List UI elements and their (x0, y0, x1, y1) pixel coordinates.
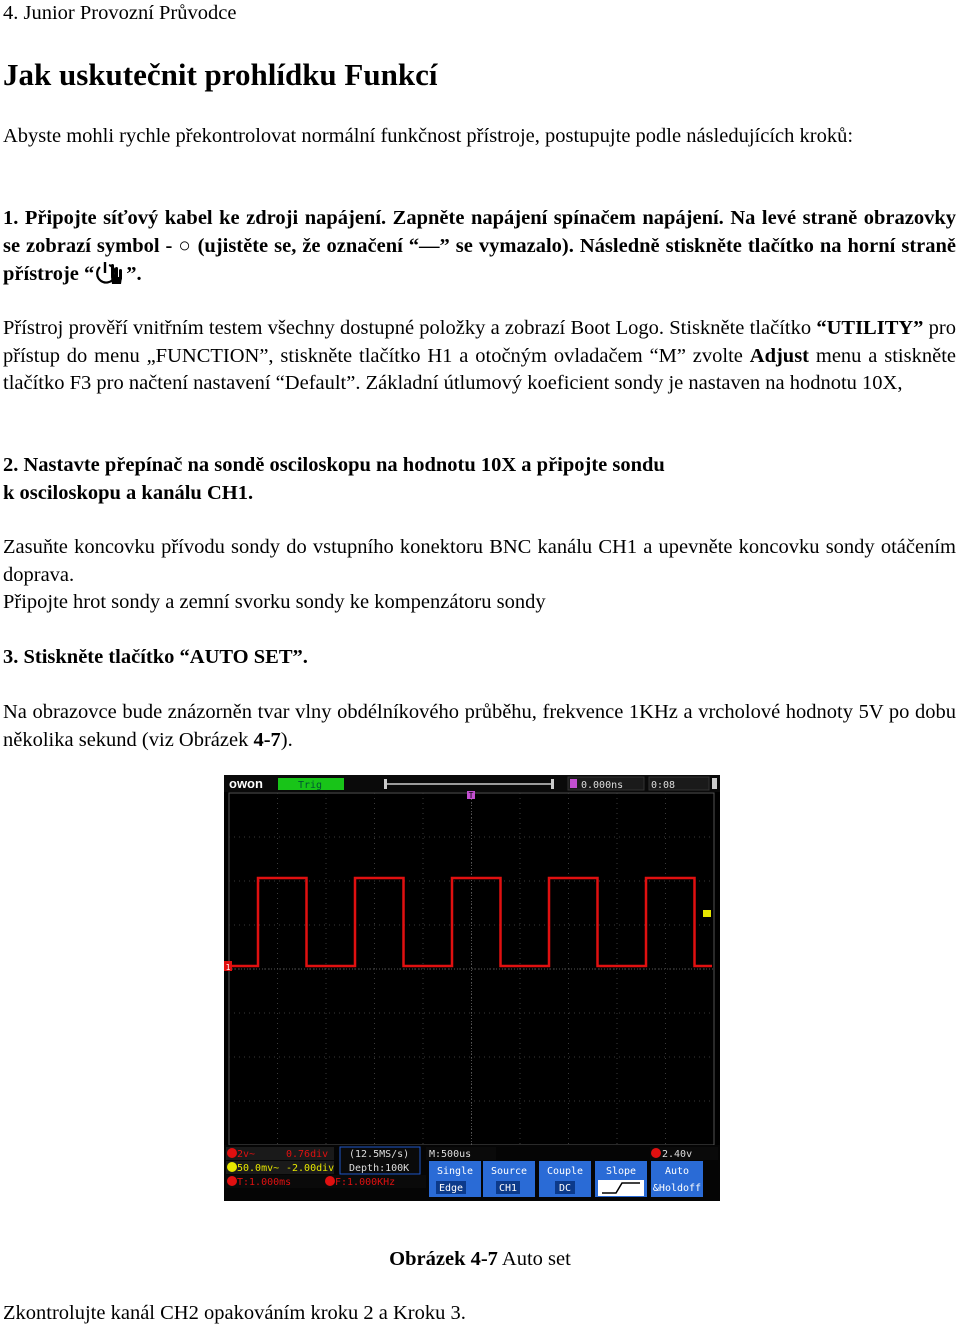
power-hand-icon (94, 260, 126, 286)
trig-level: 2.40v (662, 1149, 693, 1160)
footer-paragraph: Zkontrolujte kanál CH2 opakováním kroku 2 a Kroku 3. (3, 1302, 466, 1324)
svg-text:CH1: CH1 (498, 1183, 518, 1194)
clock: 0:08 (651, 780, 676, 791)
adjust-label: Adjust (749, 344, 810, 367)
step1-text-c: ”. (126, 263, 142, 285)
svg-text:Source: Source (490, 1166, 528, 1177)
ch1-marker (224, 961, 232, 972)
svg-text:T: T (468, 791, 474, 800)
menu-couple-dc[interactable] (539, 1161, 591, 1197)
frequency: F:1.000KHz (335, 1177, 396, 1188)
ch1-scale: 2v~ (237, 1149, 256, 1160)
svg-text:Slope: Slope (605, 1166, 637, 1177)
boot-text-b: pro přístup do menu „FUNCTION”, stiskněte tlačítko H1 a otočným ovladačem “M” zvolte (3, 317, 957, 367)
figure-caption (0, 1246, 960, 1273)
probe-paragraph: Zasuňte koncovku přívodu sondy do vstupního konektoru BNC kanálu CH1 a upevněte koncovku sondy otáčením doprava. (3, 536, 956, 586)
step2-heading (3, 452, 956, 507)
menu-single-edge[interactable] (429, 1161, 481, 1197)
oscilloscope-screen (224, 775, 720, 1201)
depth: Depth:100K (349, 1163, 410, 1174)
boot-text-a: Přístroj prověří vnitřním testem všechny dostupné položky a zobrazí Boot Logo. Stiskněte tlačítko (3, 317, 817, 339)
time-offset: 0.000ns (581, 780, 624, 791)
caption-text: Auto set (497, 1248, 571, 1270)
step3-heading: 3. Stiskněte tlačítko “AUTO SET”. (3, 646, 308, 668)
probe-compensator-paragraph: Připojte hrot sondy a zemní svorku sondy ke kompenzátoru sondy (3, 591, 546, 613)
menu-source-ch1[interactable] (483, 1161, 535, 1197)
step1-text-b: ” se vymazalo). Následně stiskněte tlačítko na horní straně přístroje “ (3, 234, 956, 285)
figure-ref: 4-7 (253, 728, 281, 751)
intro-paragraph: Abyste mohli rychle překontrolovat normální funkčnost přístroje, postupujte podle následujících kroků: (3, 125, 854, 147)
ch2-scale: 50.0mv~ (237, 1163, 280, 1174)
chapter-header: 4. Junior Provozní Průvodce (3, 2, 237, 24)
step1-paragraph (3, 205, 956, 289)
svg-text:Auto: Auto (664, 1166, 690, 1177)
timebase: M:500us (429, 1149, 472, 1160)
utility-label: “UTILITY” (816, 317, 924, 339)
ch2-offset: -2.00div (286, 1163, 335, 1174)
menu-slope[interactable] (595, 1161, 647, 1197)
svg-text:Edge: Edge (438, 1183, 464, 1194)
waveform-text-a: Na obrazovce bude znázorněn tvar vlny obdélníkového průběhu, frekvence 1KHz a vrcholové hodnoty 5V po dobu několika sekund (viz Obrázek (3, 701, 956, 751)
waveform-text-b: ). (280, 728, 293, 751)
svg-text:DC: DC (558, 1183, 572, 1194)
owon-logo: owon (229, 776, 263, 791)
step2-line1: 2. Nastavte přepínač na sondě osciloskopu na hodnotu 10X a připojte sondu (3, 454, 665, 476)
boot-text-c: menu a stiskněte tlačítko F3 pro načtení nastavení “Default”. Základní útlumový koeficient sondy je nastaven na hodnotu 10X, (3, 344, 956, 394)
boot-paragraph (3, 315, 956, 398)
step1-text-a: 1. Připojte síťový kabel ke zdroji napájení. Zapněte napájení spínačem napájení. Na levé straně obrazovky se zobrazí symbol - ○ (ujistěte se, že označení “ (3, 207, 956, 257)
ch1-offset: 0.76div (286, 1149, 329, 1160)
period: T:1.000ms (237, 1177, 292, 1188)
step1-dash: — (419, 234, 440, 257)
svg-text:Couple: Couple (546, 1166, 584, 1177)
sample-rate: (12.5MS/s) (349, 1149, 410, 1160)
svg-text:1: 1 (225, 963, 231, 972)
waveform-paragraph (3, 699, 956, 754)
caption-label: Obrázek 4-7 (389, 1248, 498, 1270)
menu-auto-holdoff[interactable] (651, 1161, 703, 1197)
svg-text:&Holdoff: &Holdoff (652, 1183, 702, 1194)
step2-line2: k osciloskopu a kanálu CH1. (3, 481, 254, 504)
page-title: Jak uskutečnit prohlídku Funkcí (3, 57, 438, 92)
svg-text:Single: Single (436, 1166, 474, 1177)
trig-label: Trig (297, 780, 323, 791)
